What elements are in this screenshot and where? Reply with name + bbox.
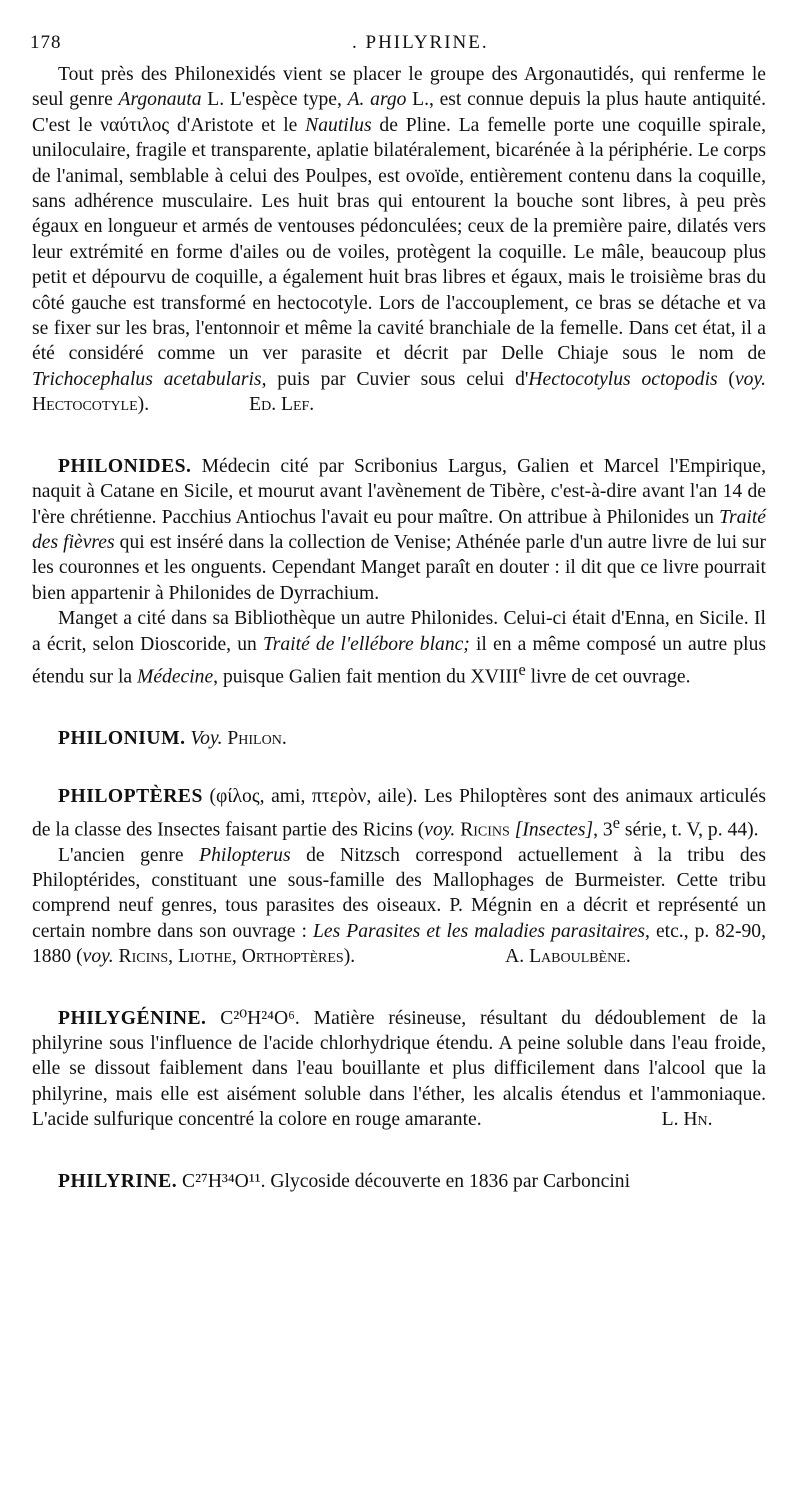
- text-span: L., est connue depuis la plus haute antiquité. C'est le: [32, 89, 766, 136]
- cross-reference-target: Ricins: [455, 819, 515, 841]
- greek-term: ναύτιλος: [100, 114, 170, 136]
- text-span: ).: [137, 394, 150, 416]
- entry-philonium: [32, 726, 766, 751]
- italic-term: Médecine: [137, 666, 214, 688]
- entry-philopteres-paragraph-2: [32, 843, 766, 970]
- page-header: [30, 32, 770, 58]
- text-span: il en a même composé un autre plus étendu sur la: [32, 633, 766, 688]
- italic-term: Argonauta: [118, 89, 202, 111]
- headword: PHILONIUM.: [58, 727, 186, 749]
- body-text: [32, 62, 766, 1194]
- author-signature: A. Laboulbène.: [505, 946, 631, 968]
- italic-term: Traité de l'ellébore blanc;: [262, 633, 470, 655]
- italic-term: Les Parasites et les maladies parasitaires: [313, 920, 646, 942]
- italic-term: A. argo: [347, 89, 407, 111]
- text-span: , 3: [593, 819, 613, 841]
- author-signature: Ed. Lef.: [249, 394, 315, 416]
- text-span: , ami,: [259, 786, 312, 808]
- text-span: , puisque Galien fait mention du XVIII: [213, 666, 519, 688]
- text-span: (: [202, 786, 216, 808]
- text-span: , etc., p. 82-90, 1880 (: [32, 920, 766, 968]
- text-span: , aile). Les Philoptères sont des animaux articulés de la classe des Insectes faisant partie des Ricins (: [32, 786, 766, 841]
- chemical-formula: C²⁷H³⁴O¹¹.: [177, 1170, 266, 1192]
- running-head: . PHILYRINE.: [352, 32, 489, 53]
- text-span: Tout près des Philonexidés vient se placer le groupe des Argonautidés, qui renferme le seul genre: [32, 64, 766, 111]
- text-span: de Pline. La femelle porte une coquille spirale, uniloculaire, fragile et transparente, aplatie bilatéralement, bicarénée à la périphérie. Le corps de l'animal, semblable à celui des Poulpes, est ovoïde, entièrement contenu dans la coquille, sans adhérence musculaire. Les huit bras qui entourent la bouche sont libres, à peu près égaux en longueur et armés de ventouses pédonculées; ceux de la première paire, dilatés vers leur extrémité en forme d'ailes ou de voiles, protègent la coquille. Le mâle, beaucoup plus petit et dépourvu de coquille, a également huit bras libres et égaux, mais le troisième bras du côté gauche est transformé en hectocotyle. Lors de l'accouplement, ce bras se détache et va se fixer sur les bras, l'entonnoir et même la cavité branchiale de la femelle. Dans cet état, il a été considéré comme un ver parasite et décrit par Delle Chiaje sous le nom de: [32, 114, 766, 365]
- text-span: d'Aristote et le: [169, 114, 306, 136]
- entry-philonides-paragraph-2: [32, 606, 766, 690]
- italic-term: Hectocotylus octopodis: [528, 368, 718, 390]
- text-span: qui est inséré dans la collection de Venise; Athénée parle d'un autre livre de lui sur les couronnes et les onguents. Cependant Manget paraît en douter : il dit que ce livre pourrait bien appartenir à Philonides de Dyrrachium.: [32, 531, 766, 604]
- italic-term: Nautilus: [305, 114, 372, 136]
- italic-term: [Insectes]: [514, 819, 594, 841]
- cross-reference-voy: voy.: [424, 819, 456, 841]
- cross-reference-target: Ricins, Liothe, Orthoptères: [113, 946, 344, 968]
- text-span: L. L'espèce type,: [201, 89, 348, 111]
- text-span: Manget a cité dans sa Bibliothèque un autre Philonides. Celui-ci était d'Enna, en Sicile. Il a écrit, selon Dioscoride, un: [32, 608, 766, 655]
- cross-reference-voy: Voy.: [190, 727, 223, 749]
- headword: PHILOPTÈRES: [58, 786, 203, 808]
- page-number: 178: [30, 32, 62, 53]
- text-span: série, t. V, p. 44).: [619, 819, 759, 841]
- text-span: (: [717, 368, 735, 390]
- text-span: livre de cet ouvrage.: [525, 666, 691, 688]
- text-span: Médecin cité par Scribonius Largus, Galien et Marcel l'Empirique, naquit à Catane en Sicile, et mourut avant l'avènement de Tibère, c'est-à-dire avant l'an 14 de l'ère chrétienne. Pacchius Antiochus l'avait eu pour maître. On attribue à Philonides un: [32, 455, 766, 528]
- entry-philopteres: [32, 784, 766, 842]
- chemical-formula: C²⁰H²⁴O⁶.: [206, 1007, 300, 1029]
- text-span: Glycoside découverte en 1836 par Carboncini: [265, 1170, 631, 1192]
- cross-reference-target: Hectocotyle: [32, 394, 138, 416]
- greek-term: φίλος: [215, 786, 260, 808]
- superscript: e: [518, 659, 526, 679]
- cross-reference-target: Philon.: [227, 727, 287, 749]
- entry-philygenine: [32, 1006, 766, 1133]
- entry-argonautes-paragraph: [32, 62, 766, 418]
- entry-philyrine: [32, 1169, 766, 1194]
- cross-reference-voy: voy.: [82, 946, 114, 968]
- italic-term: Traité des fièvres: [32, 506, 766, 553]
- italic-term: Philopterus: [199, 844, 291, 866]
- author-signature: L. Hn.: [661, 1109, 713, 1131]
- headword: PHILYRINE.: [58, 1170, 178, 1192]
- superscript: e: [612, 812, 620, 832]
- headword: PHILONIDES.: [58, 455, 192, 477]
- italic-term: Trichocephalus acetabularis: [32, 368, 262, 390]
- headword: PHILYGÉNINE.: [58, 1007, 207, 1029]
- text-span: de Nitzsch correspond actuellement à la tribu des Philoptérides, constituant une sous-famille des Mallophages de Burmeister. Cette tribu comprend neuf genres, tous parasites des oiseaux. P. Mégnin en a décrit et représenté un certain nombre dans son ouvrage :: [32, 844, 766, 942]
- cross-reference-voy: voy.: [734, 368, 766, 390]
- greek-term: πτερὸν: [311, 786, 367, 808]
- entry-philonides: [32, 454, 766, 606]
- text-span: L'ancien genre: [58, 844, 200, 866]
- text-span: Matière résineuse, résultant du dédoublement de la philyrine sous l'influence de l'acide chlorhydrique étendu. A peine soluble dans l'eau froide, elle se dissout faiblement dans l'eau bouillante et plus difficilement dans l'alcool que la philyrine, mais elle est aisément soluble dans l'éther, les alcalis étendus et l'ammoniaque. L'acide sulfurique concentré la colore en rouge amarante.: [32, 1007, 766, 1131]
- text-span: , puis par Cuvier sous celui d': [261, 368, 529, 390]
- text-span: ).: [343, 946, 356, 968]
